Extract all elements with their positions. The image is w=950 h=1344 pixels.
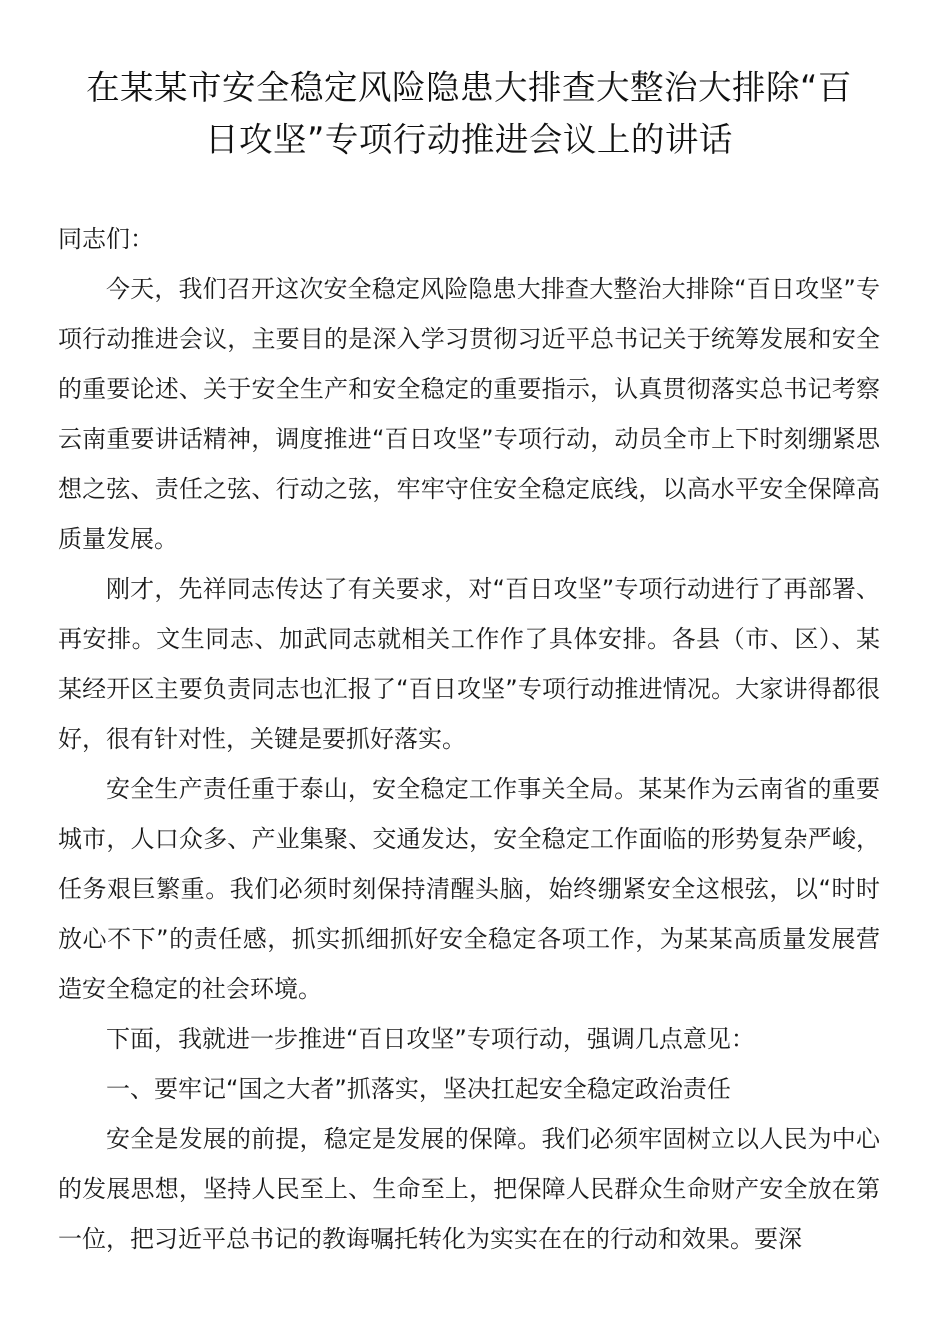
section-heading-1: 一、要牢记“国之大者”抓落实，坚决扛起安全稳定政治责任 xyxy=(106,1075,731,1103)
paragraph-context: 安全生产责任重于泰山，安全稳定工作事关全局。某某作为云南省的重要城市，人口众多、产业集聚、交通发达，安全稳定工作面临的形势复杂严峻，任务艰巨繁重。我们必须时刻保持清醒头脑，始终绷紧安全这根弦，以“时时放心不下”的责任感，抓实抓细抓好安全稳定各项工作，为某某高质量发展营造安全稳定的社会环境。 xyxy=(58,775,880,1003)
paragraph-section-1: 安全是发展的前提，稳定是发展的保障。我们必须牢固树立以人民为中心的发展思想，坚持人民至上、生命至上，把保障人民群众生命财产安全放在第一位，把习近平总书记的教诲嘱托转化为实实在在的行动和效果。要深 xyxy=(58,1125,880,1253)
paragraph-intro: 今天，我们召开这次安全稳定风险隐患大排查大整治大排除“百日攻坚”专项行动推进会议，主要目的是深入学习贯彻习近平总书记关于统筹发展和安全的重要论述、关于安全生产和安全稳定的重要指示，认真贯彻落实总书记考察云南重要讲话精神，调度推进“百日攻坚”专项行动，动员全市上下时刻绷紧思想之弦、责任之弦、行动之弦，牢牢守住安全稳定底线，以高水平安全保障高质量发展。 xyxy=(58,275,880,553)
paragraph-review: 刚才，先祥同志传达了有关要求，对“百日攻坚”专项行动进行了再部署、再安排。文生同志、加武同志就相关工作作了具体安排。各县（市、区）、某某经开区主要负责同志也汇报了“百日攻坚”专项行动推进情况。大家讲得都很好，很有针对性，关键是要抓好落实。 xyxy=(58,575,880,753)
title-line-1: 在某某市安全稳定风险隐患大排查大整治大排除“百 xyxy=(86,68,852,107)
document-title xyxy=(58,62,880,166)
title-line-2: 日攻坚”专项行动推进会议上的讲话 xyxy=(205,120,733,159)
paragraph-transition: 下面，我就进一步推进“百日攻坚”专项行动，强调几点意见： xyxy=(106,1025,755,1053)
salutation: 同志们： xyxy=(58,225,154,253)
document-body xyxy=(58,214,880,1264)
